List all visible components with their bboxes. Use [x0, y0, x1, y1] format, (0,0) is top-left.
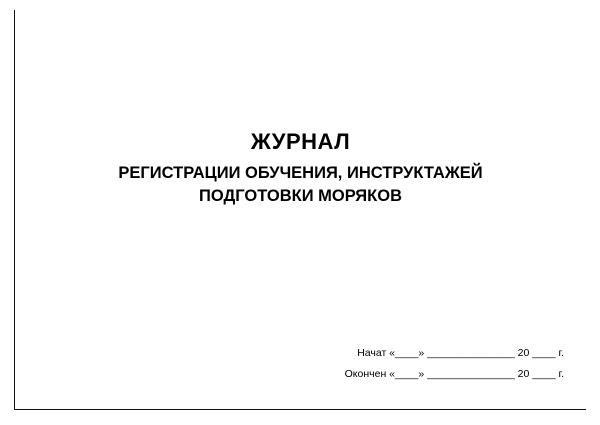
cover-sheet: [14, 10, 586, 410]
title-block: [15, 128, 586, 209]
start-date-line: Начат «____» _______________ 20 ____ г.: [357, 347, 564, 359]
document-subtitle: [15, 162, 586, 210]
document-title: ЖУРНАЛ: [250, 129, 351, 154]
end-date-line: Окончен «____» _______________ 20 ____ г.: [344, 368, 564, 380]
document-subtitle-line-1: РЕГИСТРАЦИИ ОБУЧЕНИЯ, ИНСТРУКТАЖЕЙ: [118, 163, 483, 182]
dates-block: [345, 343, 564, 385]
document-subtitle-line-2: ПОДГОТОВКИ МОРЯКОВ: [199, 187, 402, 206]
